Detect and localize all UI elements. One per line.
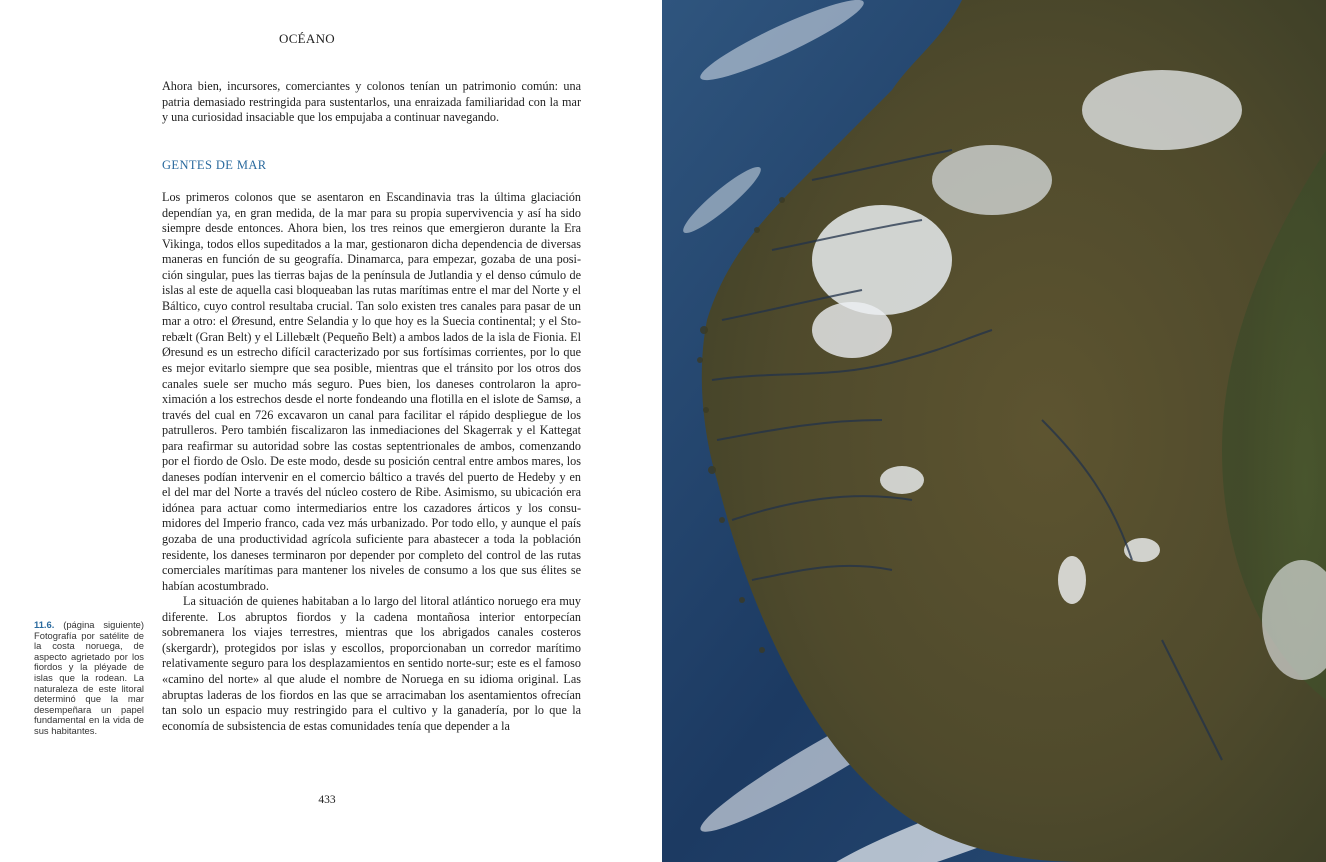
page-number: 433	[318, 794, 336, 806]
satellite-image	[662, 0, 1326, 862]
satellite-photo-norway	[662, 0, 1326, 862]
paragraph-1: Los primeros colonos que se asentaron en Escandinavia tras la última glaciación dependían ya, en gran medida, de la mar para su propia supervivencia y así ha sido siempre desde entonces. Ahora bien, los tres reinos que emergieron durante la Era Vikinga, todos ellos supeditados a la mar, gestionaron dicha dependencia de diversas maneras en función de su geografía. Dinamarca, para empezar, gozaba de una posición singular, pues las tierras bajas de la península de Jutlandia y el denso cúmulo de islas al este de aquella casi bloqueaban las rutas marítimas entre el mar del Norte y el Báltico, cuyo control resultaba crucial. Tan solo existen tres canales para pasar de un mar a otro: el Øresund, entre Selandia y lo que hoy es la Suecia continental; y el Storebælt (Gran Belt) y el Lillebælt (Pequeño Belt) a ambos lados de la isla de Fionia. El Øresund es un estrecho difícil caracterizado por sus fortísimas corrientes, por lo que es mejor evitarlo siempre que sea posible, mientras que el tránsito por los otros dos canales suele ser mucho más seguro. Pues bien, los daneses controlaron la aproximación a los estrechos desde el norte fondeando una flotilla en el islote de Samsø, a través del cual en 726 excavaron un canal para facilitar el rápido despliegue de los patrulleros. Pero también fiscalizaron las inmediaciones del Skagerrak y el Kattegat para reafirmar su autoridad sobre las costas septentrionales de ambos, comenzando por el fiordo de Oslo. De este modo, desde su posición central entre ambos mares, los daneses podían intervenir en el comercio báltico a través del puerto de Hedeby y en el del mar del Norte a través del núcleo costero de Ribe. Asimismo, su ubicación era idónea para actuar como intermediarios entre los cazadores árticos y los consumidores del Imperio franco, cada vez más urbanizado. Por todo ello, y aunque el país gozaba de una productividad agrícola suficiente para abastecer a toda la población residente, los daneses terminaron por depender por completo del control de las rutas comerciales marítimas para mantener los niveles de consumo a los que sus élites se habían acostumbrado.	[162, 190, 581, 593]
paragraph-2: La situación de quienes habitaban a lo largo del litoral atlántico noruego era muy diferente. Los abruptos fiordos y la cadena montañosa interior entorpecían sobremanera los viajes terrestres, mientras que los abrigados canales costeros (skergardr), protegidos por islas y escollos, proporcionaban un corredor marítimo relativamente seguro para los desplazamientos en sentido norte-sur; este es el famoso «camino del norte» al que alude el nombre de Noruega en su idioma original. Las abruptas laderas de los fiordos en las que se arracimaban los asentamientos ofrecían tan solo un espacio muy restringido para el cultivo y la ganadería, por lo que la economía de subsistencia de estas comunidades tenía que depender a la	[162, 594, 581, 733]
figure-caption	[34, 620, 144, 737]
running-head: OCÉANO	[279, 31, 335, 46]
section-heading: GENTES DE MAR	[162, 158, 267, 172]
figure-number: 11.6.	[34, 619, 55, 630]
book-page-left	[0, 0, 662, 862]
intro-paragraph: Ahora bien, incursores, comerciantes y colonos tenían un patrimonio común: una patria demasiado restringida para sustentarlos, una enraizada familiaridad con la mar y una curiosidad insaciable que los empujaba a continuar navegando.	[162, 79, 581, 125]
caption-text: (página siguiente) Fotografía por satélite de la costa noruega, de aspecto agrietado por los fiordos y la pléyade de islas que la rodean. La naturaleza de este litoral determinó que la mar desempeñara un papel fundamental en la vida de sus habitantes.	[34, 619, 145, 736]
body-text	[162, 190, 581, 734]
